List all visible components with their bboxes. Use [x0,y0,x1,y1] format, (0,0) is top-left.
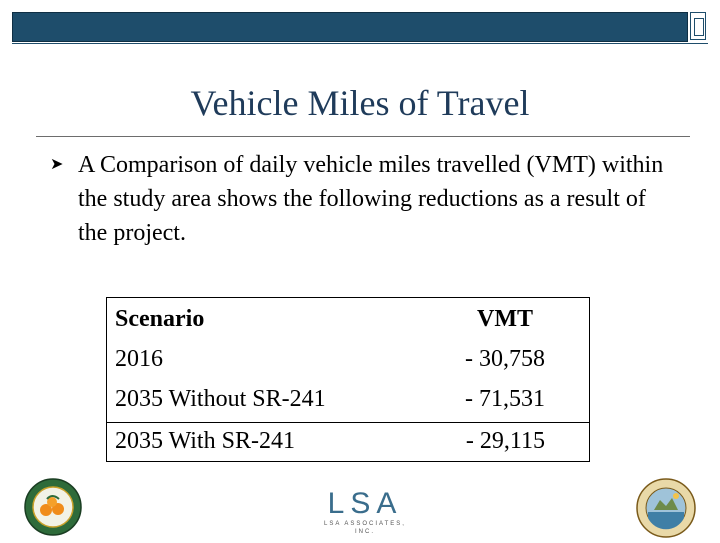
lsa-logo-text: LSA [327,487,403,520]
table-cell-vmt: - 71,531 [465,386,545,412]
lsa-logo-subtext: LSA ASSOCIATES, INC. [324,521,406,535]
slide-title: Vehicle Miles of Travel [190,83,530,123]
table-row-divider [107,422,589,423]
table-cell-scenario: 2035 Without SR-241 [115,386,326,412]
arrowhead-bullet-icon: ➤ [50,156,64,173]
orange-county-seal-icon [24,478,82,536]
table-cell-scenario: 2035 With SR-241 [115,428,295,454]
table-cell-vmt: - 29,115 [465,428,545,454]
title-underline [36,136,690,137]
table-cell-vmt: - 30,758 [465,346,545,372]
bullet-text: A Comparison of daily vehicle miles travelled (VMT) within the study area shows the following reductions as a result of the project. [78,152,664,246]
table-cell-scenario: 2016 [115,346,163,372]
san-clemente-seal-icon [636,478,696,538]
lsa-logo [320,488,410,533]
header-rule [12,43,708,44]
vmt-table [106,297,590,462]
table-header-scenario: Scenario [115,306,205,332]
table-header-vmt: VMT [477,306,533,332]
header-corner-box [690,12,706,40]
header-accent-bar [12,12,688,42]
